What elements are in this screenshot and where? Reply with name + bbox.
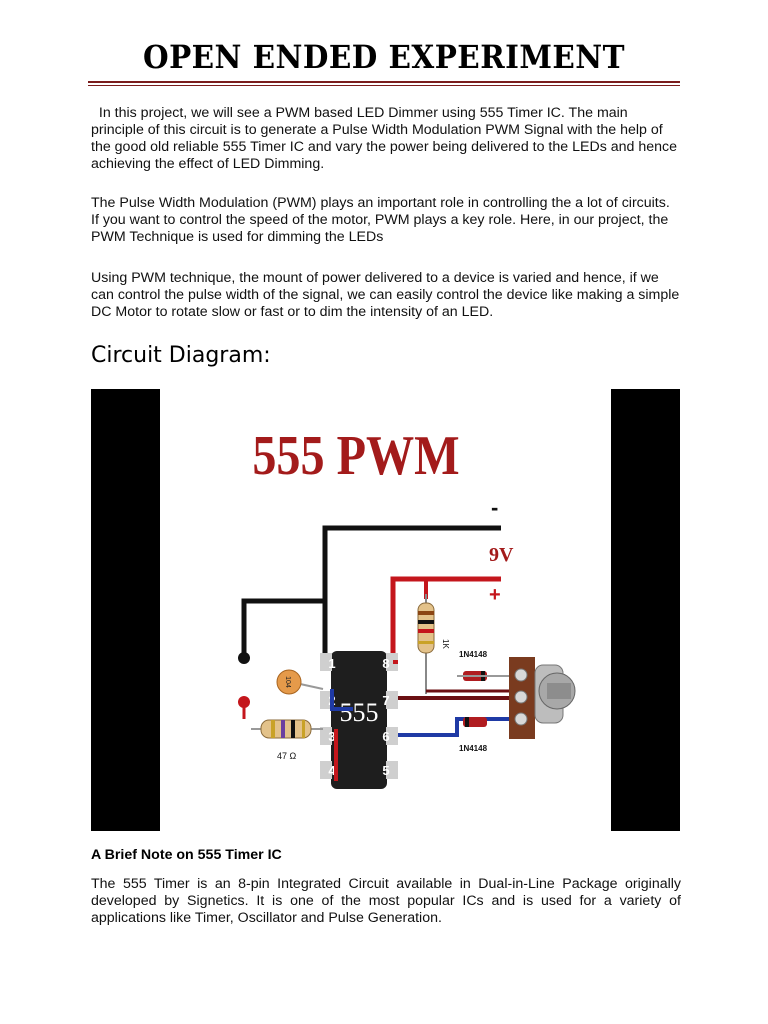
pwm-role-paragraph: The Pulse Width Modulation (PWM) plays an important role in controlling the a lot of circuits. If you want to control the speed of the motor, PWM plays a key role. Here, in our project, the PWM Technique is used for dimming the LEDs xyxy=(91,195,670,245)
page-title: OPEN ENDED EXPERIMENT xyxy=(142,38,626,76)
pin-2: 2 xyxy=(328,693,336,708)
section-heading: Circuit Diagram: xyxy=(91,343,271,368)
plus-sign: + xyxy=(489,584,501,606)
capacitor-label: 104 xyxy=(284,676,291,688)
diode-top-label: 1N4148 xyxy=(459,650,488,659)
pin-4: 4 xyxy=(328,763,336,778)
left-black-bar xyxy=(91,389,160,831)
ic-label: 555 xyxy=(339,698,379,727)
resistor-1k xyxy=(418,603,434,653)
circuit-diagram xyxy=(91,389,680,831)
pin-7: 7 xyxy=(382,693,390,708)
resistor-47-label: 47 Ω xyxy=(277,751,297,761)
closing-paragraph: The 555 Timer is an 8-pin Integrated Circuit available in Dual-in-Line Package originally developed by Signetics. It is one of the most popular ICs and is used for a variety of applications like Timer, Oscillator and Pulse Generation. xyxy=(91,876,681,926)
right-black-bar xyxy=(611,389,680,831)
intro-text: In this project, we will see a PWM based LED Dimmer using 555 Timer IC. The main principle of this circuit is to generate a Pulse Width Modulation PWM Signal with the help of the good old reliable 555 Timer IC and vary the power being delivered to the LEDs and hence achieving the effect of LED Dimming. xyxy=(91,105,677,172)
intro-paragraph xyxy=(91,105,681,173)
diagram-heading: 555 PWM xyxy=(252,424,460,487)
pwm-technique-paragraph: Using PWM technique, the mount of power delivered to a device is varied and hence, if we can control the pulse width of the signal, we can easily control the device like making a simple DC Motor to rotate slow or fast or to dim the intensity of an LED. xyxy=(91,270,680,320)
title-rule-thick xyxy=(88,81,680,83)
resistor-1k-label: 1K xyxy=(441,639,450,649)
circuit-diagram-figure xyxy=(91,389,680,831)
title-rule-thin xyxy=(88,85,680,86)
negative-terminal xyxy=(238,652,250,664)
supply-label: 9V xyxy=(489,544,514,566)
pin-6: 6 xyxy=(382,729,390,744)
pin-8: 8 xyxy=(382,656,390,671)
pin-3: 3 xyxy=(328,729,336,744)
pin-1: 1 xyxy=(328,656,336,671)
pin-5: 5 xyxy=(382,763,390,778)
diode-bottom-label: 1N4148 xyxy=(459,744,488,753)
subheading: A Brief Note on 555 Timer IC xyxy=(91,847,282,863)
minus-sign: - xyxy=(491,495,499,520)
